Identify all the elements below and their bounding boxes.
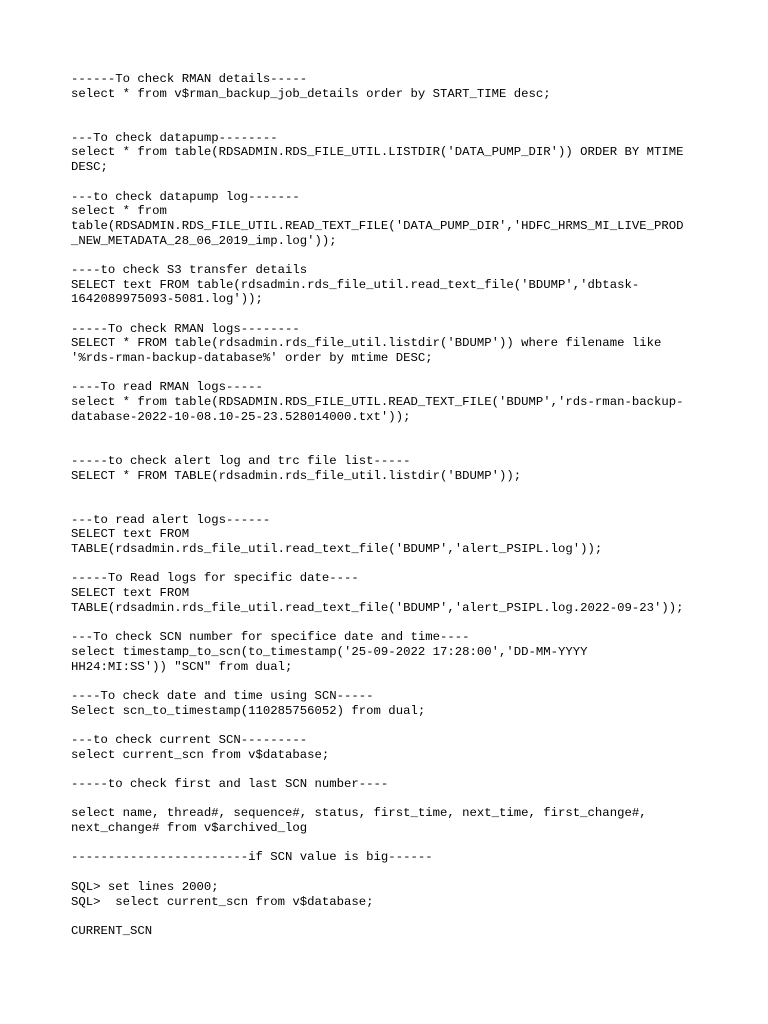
document-page <box>71 72 731 939</box>
text-line: ----To read RMAN logs----- <box>71 380 263 395</box>
text-line: select * from table(RDSADMIN.RDS_FILE_UTIL.LISTDIR('DATA_PUMP_DIR')) ORDER BY MTIME <box>71 145 684 160</box>
text-line: TABLE(rdsadmin.rds_file_util.read_text_file('BDUMP','alert_PSIPL.log.2022-09-23')); <box>71 600 684 615</box>
blank-line <box>71 483 731 498</box>
text-line: -----to check first and last SCN number---- <box>71 777 389 791</box>
text-line: SELECT * FROM TABLE(rdsadmin.rds_file_util.listdir('BDUMP')); <box>71 468 522 483</box>
text-line: SELECT text FROM table(rdsadmin.rds_file_util.read_text_file('BDUMP','dbtask- <box>71 277 640 292</box>
text-line: ---to check datapump log------- <box>71 189 300 204</box>
text-line: select * from v$rman_backup_job_details order by START_TIME desc; <box>71 86 551 101</box>
text-line: -----to check alert log and trc file list----- <box>71 453 411 468</box>
blank-line <box>71 366 731 381</box>
text-line: ---to read alert logs------ <box>71 512 271 527</box>
text-line: HH24:MI:SS')) "SCN" from dual; <box>71 659 293 674</box>
text-line: select timestamp_to_scn(to_timestamp('25-09-2022 17:28:00','DD-MM-YYYY <box>71 644 588 659</box>
text-line: ----to check S3 transfer details <box>71 262 308 277</box>
blank-line <box>71 175 731 190</box>
text-line: select * from table(RDSADMIN.RDS_FILE_UTIL.READ_TEXT_FILE('BDUMP','rds-rman-backup- <box>71 395 684 410</box>
text-line: SQL> set lines 2000; <box>71 879 219 894</box>
blank-line <box>71 836 731 851</box>
text-line: select name, thread#, sequence#, status, first_time, next_time, first_change#, <box>71 806 647 821</box>
blank-line <box>71 718 731 733</box>
blank-line <box>71 674 731 689</box>
blank-line <box>71 425 731 440</box>
text-line: ------------------------if SCN value is big------ <box>71 850 433 865</box>
text-line: '%rds-rman-backup-database%' order by mtime DESC; <box>71 351 433 366</box>
text-line: database-2022-10-08.10-25-23.528014000.txt')); <box>71 409 411 424</box>
blank-line <box>71 116 731 131</box>
text-line: SELECT text FROM <box>71 586 190 601</box>
blank-line <box>71 865 731 880</box>
text-line: ----To check date and time using SCN----- <box>71 688 374 703</box>
blank-line <box>71 557 731 572</box>
text-line: select current_scn from v$database; <box>71 747 330 762</box>
text-line: next_change# from v$archived_log <box>71 821 308 836</box>
blank-line <box>71 762 731 777</box>
text-line: DESC; <box>71 160 108 175</box>
blank-line <box>71 307 731 322</box>
text-line: ------To check RMAN details----- <box>71 72 308 86</box>
text-line: 1642089975093-5081.log')); <box>71 292 263 307</box>
text-line: ---to check current SCN--------- <box>71 732 308 747</box>
blank-line <box>71 248 731 263</box>
text-line: select * from <box>71 204 167 219</box>
text-line: _NEW_METADATA_28_06_2019_imp.log')); <box>71 233 337 248</box>
text-line: TABLE(rdsadmin.rds_file_util.read_text_file('BDUMP','alert_PSIPL.log')); <box>71 542 603 556</box>
text-line: CURRENT_SCN <box>71 923 153 938</box>
text-line: ---To check SCN number for specifice date and time---- <box>71 630 470 645</box>
blank-line <box>71 909 731 924</box>
text-line: SELECT text FROM <box>71 527 190 542</box>
text-line: -----To check RMAN logs-------- <box>71 321 300 336</box>
text-line: SQL> select current_scn from v$database; <box>71 894 374 909</box>
text-line: SELECT * FROM table(rdsadmin.rds_file_util.listdir('BDUMP')) where filename like <box>71 336 662 351</box>
blank-line <box>71 615 731 630</box>
text-line: Select scn_to_timestamp(110285756052) from dual; <box>71 703 426 718</box>
text-line: -----To Read logs for specific date---- <box>71 571 359 586</box>
blank-line <box>71 498 731 513</box>
blank-line <box>71 792 731 807</box>
text-line: ---To check datapump-------- <box>71 130 278 145</box>
blank-line <box>71 439 731 454</box>
blank-line <box>71 101 731 116</box>
text-line: table(RDSADMIN.RDS_FILE_UTIL.READ_TEXT_FILE('DATA_PUMP_DIR','HDFC_HRMS_MI_LIVE_PROD <box>71 218 684 233</box>
